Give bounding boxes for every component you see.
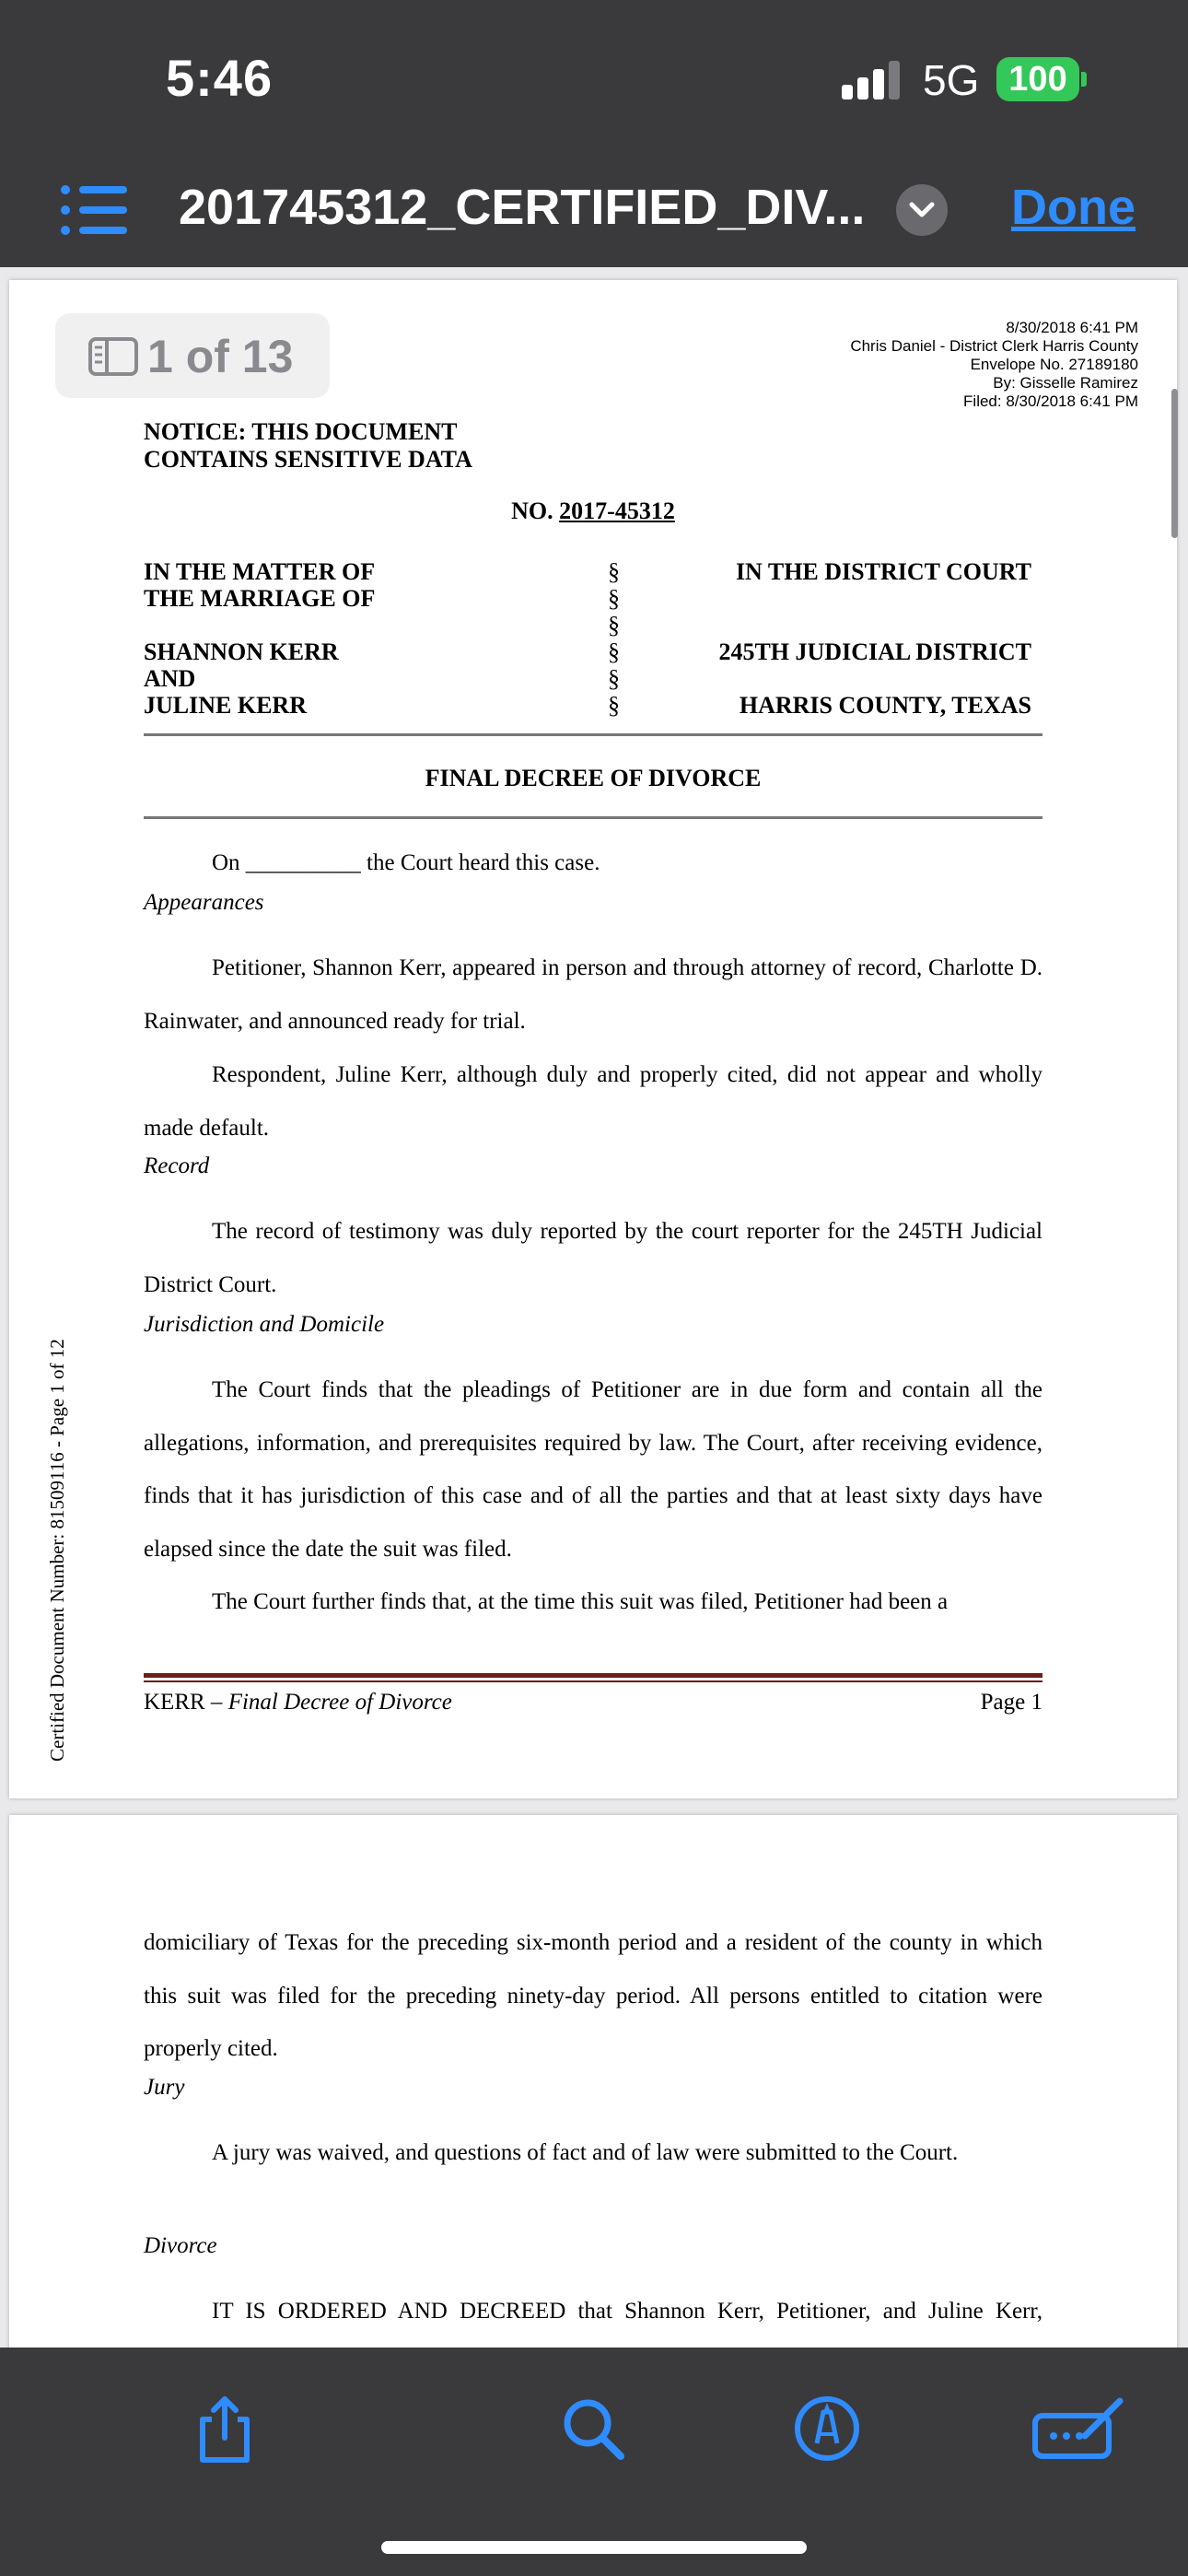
bottom-toolbar <box>0 2348 1188 2576</box>
annotate-button[interactable] <box>1030 2392 1131 2465</box>
markup-button[interactable] <box>790 2392 864 2465</box>
heading-appearances: Appearances <box>144 890 264 915</box>
footer-case-name: KERR – Final Decree of Divorce <box>144 1690 452 1715</box>
signal-icon <box>842 61 901 100</box>
filing-stamp: 8/30/2018 6:41 PM Chris Daniel - District Clerk Harris County Envelope No. 27189180 By: Gisselle Ramirez Filed: 8/30/2018 6:41 PM <box>850 319 1138 410</box>
notice-text: NOTICE: THIS DOCUMENT CONTAINS SENSITIVE DATA <box>144 418 472 473</box>
scroll-indicator[interactable] <box>1171 389 1178 538</box>
caption-right: IN THE DISTRICT COURT 245TH JUDICIAL DISTRICT HARRIS COUNTY, TEXAS <box>718 558 1031 719</box>
title-menu-button[interactable] <box>896 184 948 236</box>
paragraph-further-finding: The Court further finds that, at the time this suit was filed, Petitioner had been a <box>212 1589 949 1614</box>
paragraph-jury: A jury was waived, and questions of fact and of law were submitted to the Court. <box>212 2140 959 2165</box>
decree-title: FINAL DECREE OF DIVORCE <box>425 765 762 791</box>
document-viewport[interactable] <box>0 267 1188 2348</box>
heading-record: Record <box>144 1153 210 1178</box>
paragraph-petitioner: Petitioner, Shannon Kerr, appeared in person and through attorney of record, Charlotte D. Rainwater, and announced ready for trial. <box>144 955 1042 1034</box>
paragraph-record: The record of testimony was duly reported by the court reporter for the 245TH Judicial District Court. <box>144 1219 1042 1297</box>
paragraph-jurisdiction: The Court finds that the pleadings of Petitioner are in due form and contain all the allegations, information, and prerequisites required by law. The Court, after receiving evidence, finds that it has jurisdiction of this case and of all the parties and that at least sixty days have elapsed since the date the suit was filed. <box>144 1377 1042 1562</box>
divider <box>144 733 1042 736</box>
paragraph-divorce: IT IS ORDERED AND DECREED that Shannon Kerr, Petitioner, and Juline Kerr, <box>212 2299 1042 2324</box>
page-counter-button[interactable] <box>55 313 330 398</box>
caption-left: IN THE MATTER OF THE MARRIAGE OF SHANNON KERR AND JULINE KERR <box>144 558 376 719</box>
page-counter-label: 1 of 13 <box>147 331 294 382</box>
network-type: 5G <box>923 56 980 104</box>
caption-section-symbols: § § § § § § <box>608 558 620 719</box>
battery-icon: 100 <box>996 57 1079 101</box>
share-button[interactable] <box>188 2392 262 2465</box>
home-indicator[interactable] <box>381 2541 807 2554</box>
document-title[interactable]: 201745312_CERTIFIED_DIV... <box>179 180 866 235</box>
done-button[interactable]: Done <box>1011 180 1136 235</box>
divider <box>144 816 1042 819</box>
sidebar-icon <box>88 337 138 376</box>
paragraph-respondent: Respondent, Juline Kerr, although duly and properly cited, did not appear and wholly made default. <box>144 1062 1042 1141</box>
nav-bar <box>0 157 1188 267</box>
certified-document-number: Certified Document Number: 81509116 - Page 1 of 12 <box>46 1339 68 1762</box>
battery-tip <box>1081 72 1087 87</box>
search-button[interactable] <box>556 2392 630 2465</box>
footer-page-number: Page 1 <box>980 1690 1042 1715</box>
search-icon <box>556 2392 630 2465</box>
heading-divorce: Divorce <box>144 2233 217 2258</box>
paragraph-hearing: On __________ the Court heard this case. <box>212 850 600 875</box>
heading-jurisdiction: Jurisdiction and Domicile <box>144 1312 385 1337</box>
document-page-1 <box>9 280 1177 1798</box>
share-icon <box>188 2392 262 2465</box>
markup-icon <box>790 2392 864 2465</box>
chevron-down-icon <box>908 198 936 222</box>
status-bar <box>0 0 1188 157</box>
footer-rule <box>144 1673 1042 1678</box>
annotate-icon <box>1030 2392 1131 2465</box>
case-number: NO. 2017-45312 <box>511 498 675 524</box>
heading-jury: Jury <box>144 2075 185 2100</box>
status-time: 5:46 <box>166 49 274 107</box>
paragraph-domicile: domiciliary of Texas for the preceding six-month period and a resident of the county in which this suit was filed for the preceding ninety-day period. All persons entitled to citation were properly cited. <box>144 1930 1042 2061</box>
list-icon[interactable] <box>61 184 127 236</box>
footer-rule <box>144 1680 1042 1682</box>
